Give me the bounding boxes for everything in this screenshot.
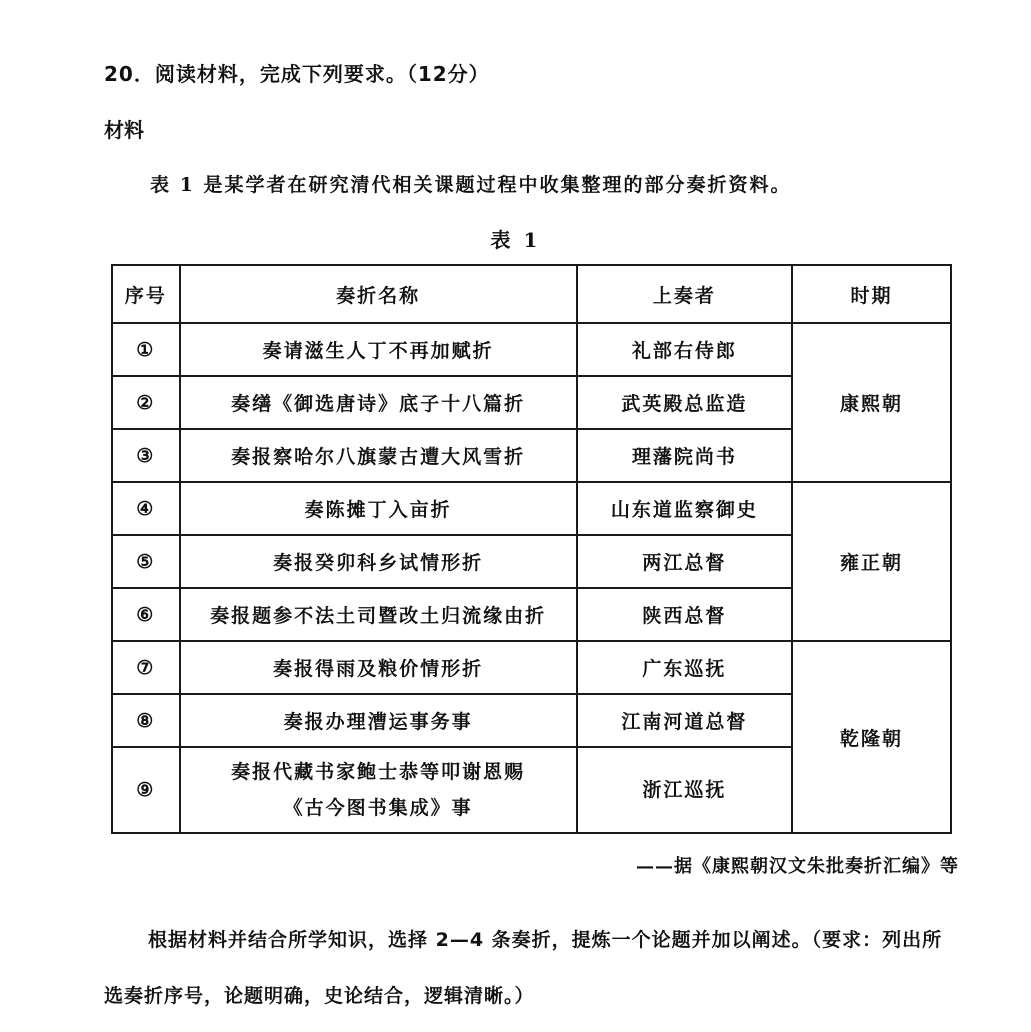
question-title: 20．阅读材料，完成下列要求。（12分）: [104, 62, 490, 86]
row-no: ⑧: [112, 694, 180, 747]
row-no: ⑦: [112, 641, 180, 694]
table-row: [112, 641, 951, 694]
table-title: 表 1: [490, 228, 541, 252]
header-author: 上奏者: [577, 265, 792, 323]
row-no: ④: [112, 482, 180, 535]
row-name: 奏报办理漕运事务事: [180, 694, 577, 747]
row-author: 江南河道总督: [577, 694, 792, 747]
row-no: ⑤: [112, 535, 180, 588]
row-no: ⑨: [112, 747, 180, 833]
row-name-multiline: [180, 747, 577, 833]
material-intro: 表 1 是某学者在研究清代相关课题过程中收集整理的部分奏折资料。: [150, 174, 792, 196]
material-label: 材料: [104, 118, 144, 142]
period-kangxi: 康熙朝: [792, 323, 951, 482]
row-name: 奏请滋生人丁不再加赋折: [180, 323, 577, 376]
row-author: 浙江巡抚: [577, 747, 792, 833]
row-name: 奏报得雨及粮价情形折: [180, 641, 577, 694]
row-no: ②: [112, 376, 180, 429]
row-author: 武英殿总监造: [577, 376, 792, 429]
row-name-line2: 《古今图书集成》事: [283, 797, 473, 819]
row-name: 奏报癸卯科乡试情形折: [180, 535, 577, 588]
header-period: 时期: [792, 265, 951, 323]
row-name: 奏缮《御选唐诗》底子十八篇折: [180, 376, 577, 429]
table-row: [112, 323, 951, 376]
row-name: 奏报察哈尔八旗蒙古遭大风雪折: [180, 429, 577, 482]
row-no: ③: [112, 429, 180, 482]
row-author: 广东巡抚: [577, 641, 792, 694]
row-author: 礼部右侍郎: [577, 323, 792, 376]
header-name: 奏折名称: [180, 265, 577, 323]
row-no: ①: [112, 323, 180, 376]
memorials-table: [111, 264, 952, 834]
source-citation: ——据《康熙朝汉文朱批奏折汇编》等: [636, 856, 959, 877]
row-author: 山东道监察御史: [577, 482, 792, 535]
period-qianlong: 乾隆朝: [792, 641, 951, 833]
row-name-line1: 奏报代藏书家鲍士恭等叩谢恩赐: [231, 761, 526, 783]
row-name: 奏报题参不法土司暨改土归流缘由折: [180, 588, 577, 641]
table-row: [112, 482, 951, 535]
task-instructions: 根据材料并结合所学知识，选择 2—4 条奏折，提炼一个论题并加以阐述。（要求：列出所选奏折序号，论题明确，史论结合，逻辑清晰。）: [104, 929, 943, 1007]
row-name: 奏陈摊丁入亩折: [180, 482, 577, 535]
header-no: 序号: [112, 265, 180, 323]
row-author: 两江总督: [577, 535, 792, 588]
row-no: ⑥: [112, 588, 180, 641]
row-author: 陕西总督: [577, 588, 792, 641]
period-yongzheng: 雍正朝: [792, 482, 951, 641]
table-header-row: [112, 265, 951, 323]
row-author: 理藩院尚书: [577, 429, 792, 482]
